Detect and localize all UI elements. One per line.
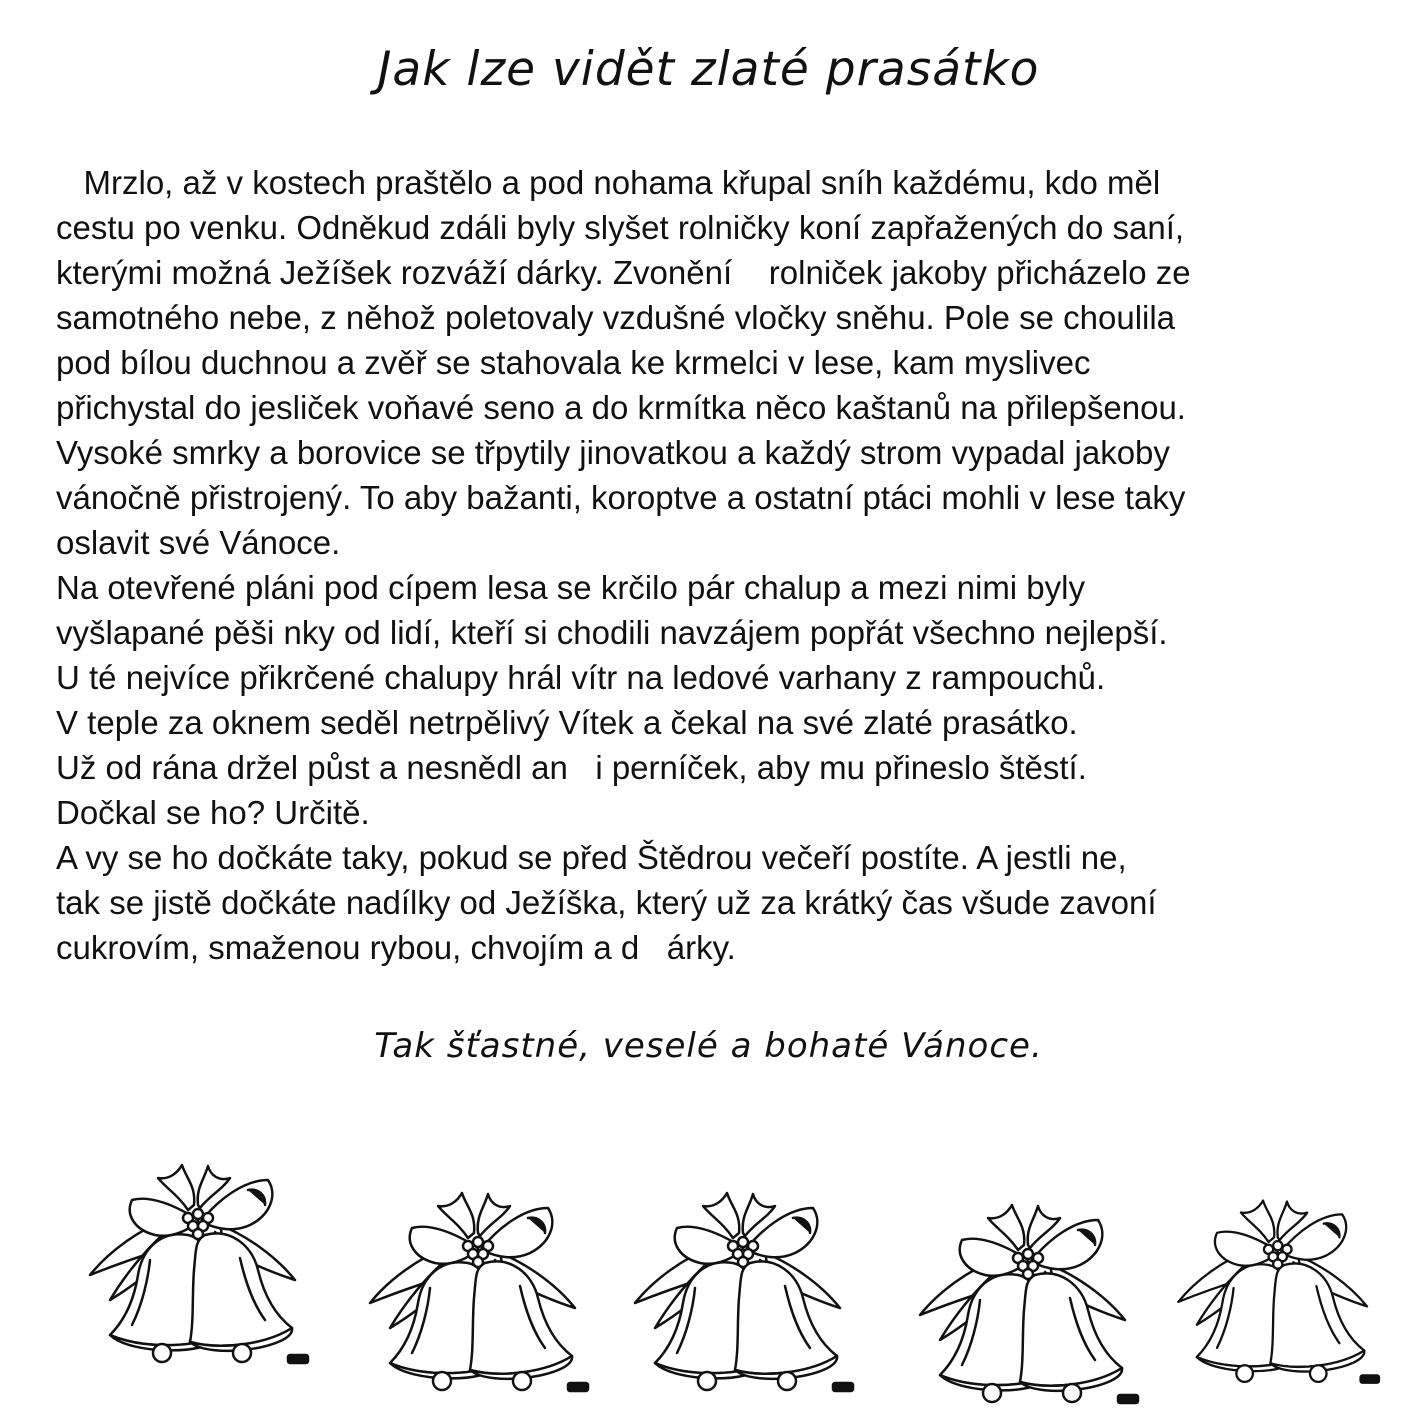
bells-decoration-row (60, 1150, 1400, 1400)
christmas-bells-icon (615, 1178, 885, 1413)
story-line: Na otevřené pláni pod cípem lesa se krčilo pár chalup a mezi nimi byly (56, 569, 1085, 606)
story-line: Vysoké smrky a borovice se třpytily jinovatkou a každý strom vypadal jakoby (56, 434, 1170, 471)
christmas-greeting: Tak šťastné, veselé a bohaté Vánoce. (374, 1026, 1043, 1066)
christmas-bells-icon (70, 1150, 340, 1385)
story-line: tak se jistě dočkáte nadílky od Ježíška, který už za krátký čas všude zavoní (56, 884, 1157, 921)
story-line: V teple za oknem seděl netrpělivý Vítek a čekal na své zlaté prasátko. (56, 704, 1078, 741)
story-line: vánočně přistrojený. To aby bažanti, koroptve a ostatní ptáci mohli v lese taky (56, 479, 1186, 516)
story-line: oslavit své Vánoce. (56, 524, 341, 561)
christmas-bells-icon (1160, 1178, 1417, 1413)
story-line: pod bílou duchnou a zvěř se stahovala ke krmelci v lese, kam myslivec (56, 344, 1091, 381)
story-line: Mrzlo, až v kostech praštělo a pod nohama křupal sníh každému, kdo měl (56, 164, 1161, 201)
story-line: přichystal do jesliček voňavé seno a do krmítka něco kaštanů na přilepšenou. (56, 389, 1186, 426)
story-line: Dočkal se ho? Určitě. (56, 794, 370, 831)
story-line: cukrovím, smaženou rybou, chvojím a d árky. (56, 929, 736, 966)
story-line: cestu po venku. Odněkud zdáli byly slyšet rolničky koní zapřažených do saní, (56, 209, 1185, 246)
story-line: Už od rána držel půst a nesnědl an i perníček, aby mu přineslo štěstí. (56, 749, 1087, 786)
christmas-bells-icon (900, 1190, 1170, 1425)
story-line: vyšlapané pěši nky od lidí, kteří si chodili navzájem popřát všechno nejlepší. (56, 614, 1168, 651)
story-line: U té nejvíce přikrčené chalupy hrál vítr na ledové varhany z rampouchů. (56, 659, 1106, 696)
page-title: Jak lze vidět zlaté prasátko (377, 42, 1040, 97)
christmas-bells-icon (350, 1178, 620, 1413)
story-text (56, 160, 1386, 970)
story-line: kterými možná Ježíšek rozváží dárky. Zvonění rolniček jakoby přicházelo ze (56, 254, 1191, 291)
story-line: samotného nebe, z něhož poletovaly vzdušné vločky sněhu. Pole se choulila (56, 299, 1176, 336)
story-line: A vy se ho dočkáte taky, pokud se před Štědrou večeří postíte. A jestli ne, (56, 839, 1127, 876)
